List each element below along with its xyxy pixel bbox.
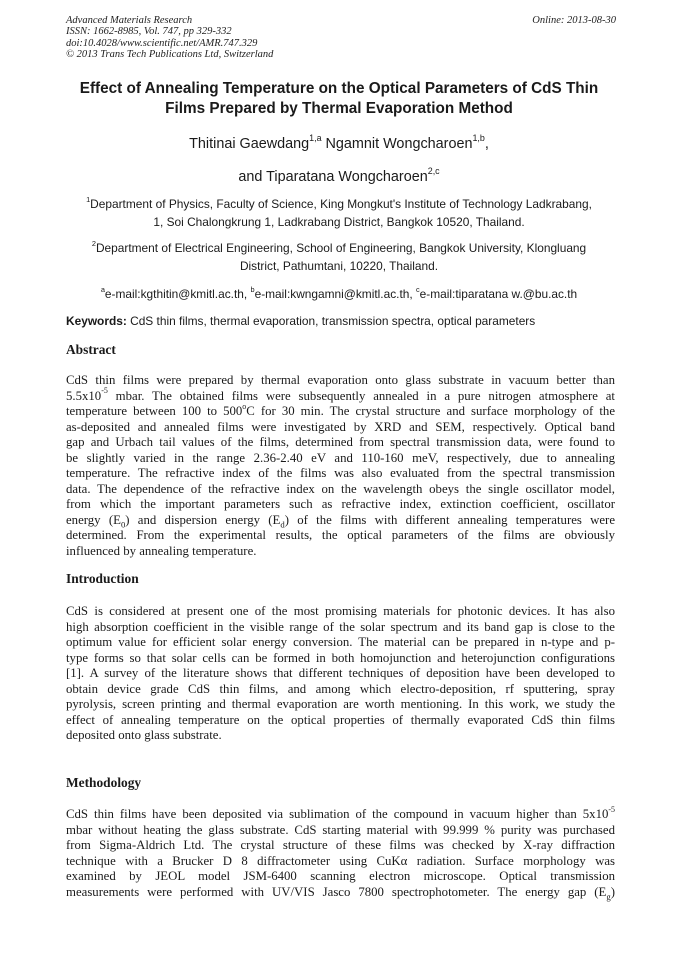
text-line: CdS is considered at present one of the most promising materials for photonic devices. It has also — [66, 604, 615, 618]
affiliation — [50, 239, 628, 275]
text-line: optimum value for efficient solar energy conversion. The material can be prepared in n-type and p- — [66, 635, 615, 649]
text-line: temperature between 100 to 500$^o$C for 30 min. The crystal structure and surface morphology of the — [66, 401, 615, 418]
email-address: e-mail:kgthitin@kmitl.ac.th, — [104, 287, 251, 301]
abstract-body — [66, 373, 615, 559]
online-date: Online: 2013-08-30 — [532, 15, 616, 26]
text-line: technique with a Brucker D 8 diffractometer using CuKα radiation. Surface morphology was — [66, 853, 615, 868]
author-line — [40, 135, 638, 153]
text-line: effect of annealing temperature on the optical properties of thermally evaporated CdS thin films — [66, 712, 615, 727]
text-line: determined. From the experimental results, the optical parameters of the films are obviously — [66, 528, 615, 542]
running-header — [66, 15, 616, 61]
affiliation-mark: 1 — [86, 195, 91, 205]
methodology-body — [66, 804, 615, 902]
text-line: data. The dependence of the refractive index on the wavelength obeys the single oscillator model, — [66, 481, 615, 496]
title-line: Films Prepared by Thermal Evaporation Method — [165, 99, 513, 117]
methodology-heading: Methodology — [66, 775, 142, 790]
author-affiliation-mark: 1,b — [472, 133, 485, 144]
journal-doi: doi:10.4028/www.scientific.net/AMR.747.329 — [66, 37, 258, 49]
author-affiliation-mark: 1,a — [309, 133, 322, 144]
affiliation-mark: 2 — [91, 239, 96, 249]
author-name: Ngamnit Wongcharoen — [321, 136, 473, 152]
text-line: temperature. The refractive index of the films was also evaluated from the spectral transmission — [66, 466, 615, 480]
title-line: Effect of Annealing Temperature on the Optical Parameters of CdS Thin — [79, 80, 599, 97]
email-mark: a — [100, 285, 105, 295]
email-mark: b — [250, 285, 255, 295]
author-name: and Tiparatana Wongcharoen — [238, 169, 428, 185]
text-line: from Sigma-Aldrich Ltd. The crystal structure of these films was checked by X-ray diffraction — [66, 838, 615, 852]
keywords — [66, 313, 626, 329]
keywords-text: CdS thin films, thermal evaporation, transmission spectra, optical parameters — [126, 314, 536, 328]
introduction-body — [66, 604, 615, 744]
text-line: be slightly varied in the range 2.36-2.40 eV and 110-160 meV, respectively, due to annealing — [66, 450, 615, 465]
email-mark: c — [415, 285, 420, 295]
abstract-heading: Abstract — [66, 342, 116, 357]
author-line — [40, 168, 638, 186]
affiliation-line: Department of Physics, Faculty of Science, King Mongkut's Institute of Technology Ladkrabang, — [90, 197, 592, 211]
text-line: measurements were performed with UV/VIS Jasco 7800 spectrophotometer. The energy gap $(E_g)$ — [66, 884, 615, 902]
text-line: high absorption coefficient in the visible range of the solar spectrum and its band gap is close to the — [66, 619, 615, 634]
text-line: mbar without heating the glass substrate. CdS starting material with 99.999 % purity was purchased — [66, 822, 615, 837]
affiliation-line: District, Pathumtani, 10220, Thailand. — [239, 259, 439, 273]
journal-name: Advanced Materials Research — [66, 15, 193, 26]
email-address: e-mail:kwngamni@kmitl.ac.th, — [254, 287, 416, 301]
affiliation-line: Department of Electrical Engineering, School of Engineering, Bangkok University, Klongluang — [95, 241, 587, 255]
text-line: influenced by annealing temperature. — [66, 543, 257, 558]
text-line: gap and Urbach tail values of the films, determined from spectral transmission data, were found to — [66, 435, 615, 449]
affiliation — [50, 195, 628, 231]
text-line: CdS thin films have been deposited via sublimation of the compound in vacuum higher than $5x10^{-5}$ — [66, 804, 615, 821]
text-line: examined by JEOL model JSM-6400 scanning electron microscope. Optical transmission — [66, 869, 615, 883]
text-line: energy $(E_0)$ and dispersion energy $(E_d)$ of the films with different annealing temperatures were — [66, 512, 615, 530]
affiliation-line: 1, Soi Chalongkrung 1, Ladkrabang District, Bangkok 10520, Thailand. — [153, 215, 525, 229]
author-emails — [50, 285, 628, 303]
text-line: pyrolysis, screen printing and thermal evaporation are worth mentioning. In this work, we study the — [66, 697, 615, 711]
text-line: obtain device grade CdS thin films, and among which electro-deposition, rf sputtering, spray — [66, 681, 615, 696]
author-name: Thitinai Gaewdang — [189, 136, 310, 152]
keywords-label: Keywords: — [66, 314, 127, 328]
author-separator: , — [484, 136, 489, 152]
text-line: [1]. A survey of the literature shows that different techniques of deposition have been developed to — [66, 666, 615, 680]
text-line: as-deposited and annealed films were investigated by XRD and SEM, respectively. Optical band — [66, 419, 615, 434]
text-line: deposited onto glass substrate. — [66, 728, 222, 742]
author-affiliation-mark: 2,c — [427, 166, 440, 177]
journal-copyright: © 2013 Trans Tech Publications Ltd, Switzerland — [66, 49, 274, 61]
text-line: $5.5x10^{-5}$ mbar. The obtained films were subsequently annealed in a pure nitrogen atmosphere at — [66, 386, 615, 403]
journal-issn: ISSN: 1662-8985, Vol. 747, pp 329-332 — [66, 26, 232, 38]
text-line: type forms so that solar cells can be formed in both homojunction and heterojunction configurations — [66, 650, 615, 665]
introduction-heading: Introduction — [66, 571, 139, 586]
email-address: e-mail:tiparatana w.@bu.ac.th — [419, 287, 578, 301]
text-line: from which the important parameters such as refractive index, extinction coefficient, oscillator — [66, 497, 615, 511]
paper-title — [40, 79, 638, 118]
text-line: CdS thin films were prepared by thermal evaporation onto glass substrate in vacuum better than — [66, 373, 615, 387]
